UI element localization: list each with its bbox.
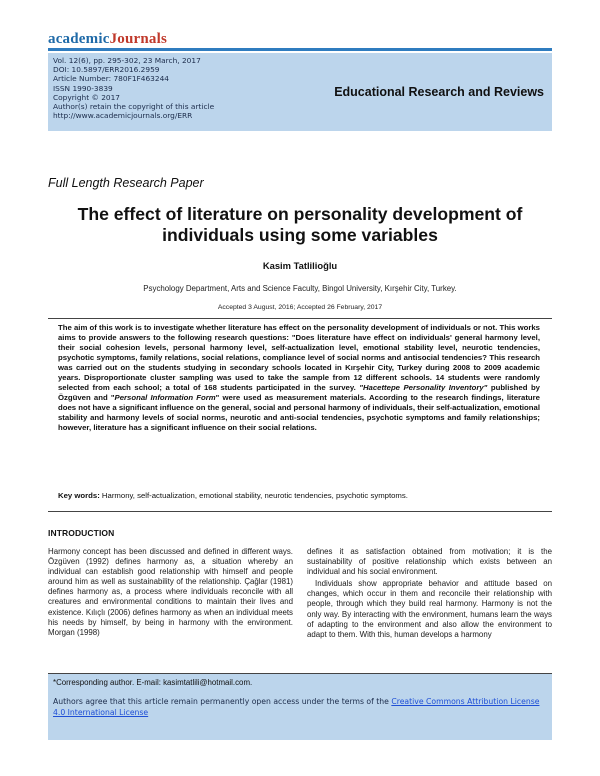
keywords-list: Harmony, self-actualization, emotional stability, neurotic tendencies, psychotic symptoms. xyxy=(99,491,408,500)
license-note xyxy=(53,696,545,718)
corresponding-author: *Corresponding author. E-mail: kasimtatlili@hotmail.com. xyxy=(53,678,253,687)
meta-volume: Vol. 12(6), pp. 295-302, 23 March, 2017 xyxy=(53,56,201,65)
abstract-part-2: published by Özgüven and " xyxy=(58,383,540,403)
paper-title: The effect of literature on personality development of individuals using some variables xyxy=(77,204,523,245)
meta-rights: Author(s) retain the copyright of this article xyxy=(53,102,215,112)
abstract-instrument-1: "Hacettepe Personality Inventory" xyxy=(359,383,488,393)
paper-type: Full Length Research Paper xyxy=(48,176,204,190)
intro-paragraph-2: defines it as satisfaction obtained from motivation; it is the sustainability of positive relationship which exists between an individual and his social environment. xyxy=(307,547,552,577)
abstract-section xyxy=(48,318,552,512)
meta-doi: DOI: 10.5897/ERR2016.2959 xyxy=(53,65,160,75)
license-link[interactable]: Creative Commons Attribution License 4.0 International License xyxy=(53,697,540,717)
body-column-left xyxy=(48,547,293,640)
section-heading-introduction: INTRODUCTION xyxy=(48,528,115,538)
author-name: Kasim Tatlilioğlu xyxy=(262,260,338,271)
meta-article-number: Article Number: 780F1F463244 xyxy=(53,74,169,84)
abstract-instrument-2: Personal Information Form xyxy=(114,393,216,403)
article-metadata xyxy=(53,56,214,120)
logo-text-academic: academic xyxy=(48,31,110,47)
abstract-part-1: The aim of this work is to investigate whether literature has effect on the personality development of individuals or not. This works aims to provide answers to the following research questions: "Does literature have effect on individuals' general harmony level, their social cohesion levels, personal harmony level, self-actualization level, emotional stability level, neurotic tendencies, psychotic symptoms, family relations, social relations, compliance level of social norms and antisocial tendencies? This research was carried out on the students studying in secondary schools located in Kırşehir City, Turkey during 2008 to 2009 academic years. Disproportionate cluster sampling was used to take the sample from 12 different schools. 14 students were randomly selected from each school; a total of 168 students participated in the survey. xyxy=(58,323,540,393)
header-rule xyxy=(48,48,552,51)
accepted-dates: Accepted 3 August, 2016; Accepted 26 February, 2017 xyxy=(217,304,383,311)
footnote-box xyxy=(48,674,552,740)
intro-paragraph-3: Individuals show appropriate behavior and attitude based on changes, which occur in them and reconcile their relationship with people, through which they build real harmony. Harmony is not the only way. By interacting with the environment, humans learn the ways of adapting to the environment and also allow the environment to adapt to them. With this, human develops a harmony xyxy=(307,579,552,639)
logo-text-journals: Journals xyxy=(109,31,168,47)
meta-url[interactable]: http://www.academicjournals.org/ERR xyxy=(53,111,193,121)
meta-issn: ISSN 1990-3839 xyxy=(53,83,113,93)
journal-name: Educational Research and Reviews xyxy=(334,85,544,99)
meta-copyright: Copyright © 2017 xyxy=(53,92,121,102)
intro-paragraph-1: Harmony concept has been discussed and defined in different ways. Özgüven (1992) defines harmony as, a situation whereby an individual can establish good relationship with himself and people around him as well as sustainability of the relationship. Çağlar (1981) defines harmony as, a process where individuals reconcile with all creatures and environmental conditions to maintain their lives and existence. Kılıçlı (2006) defines harmony as when an individual meets his needs by himself, by being in harmony with the environment. Morgan (1998) xyxy=(48,547,293,637)
keywords-label: Key words: xyxy=(58,491,100,500)
body-column-right xyxy=(307,547,552,642)
abstract-part-3: " were used as measurement materials. According to the research findings, literature does not have a significant influence on the general, social and personal harmony of individuals, their self-actualization, emotional stability and harmony levels of social norms, neurotic and anti-social tendencies, psychotic symptoms and family relationships; however, literature has a significant influence on their social relations. xyxy=(58,393,540,433)
license-text: Authors agree that this article remain permanently open access under the terms of the xyxy=(53,697,392,706)
abstract-text xyxy=(58,323,540,434)
author-affiliation: Psychology Department, Arts and Science Faculty, Bingol University, Kırşehir City, Turkey. xyxy=(143,284,457,293)
keywords xyxy=(58,491,540,501)
journal-info-box xyxy=(48,53,552,131)
publisher-logo xyxy=(48,31,167,48)
